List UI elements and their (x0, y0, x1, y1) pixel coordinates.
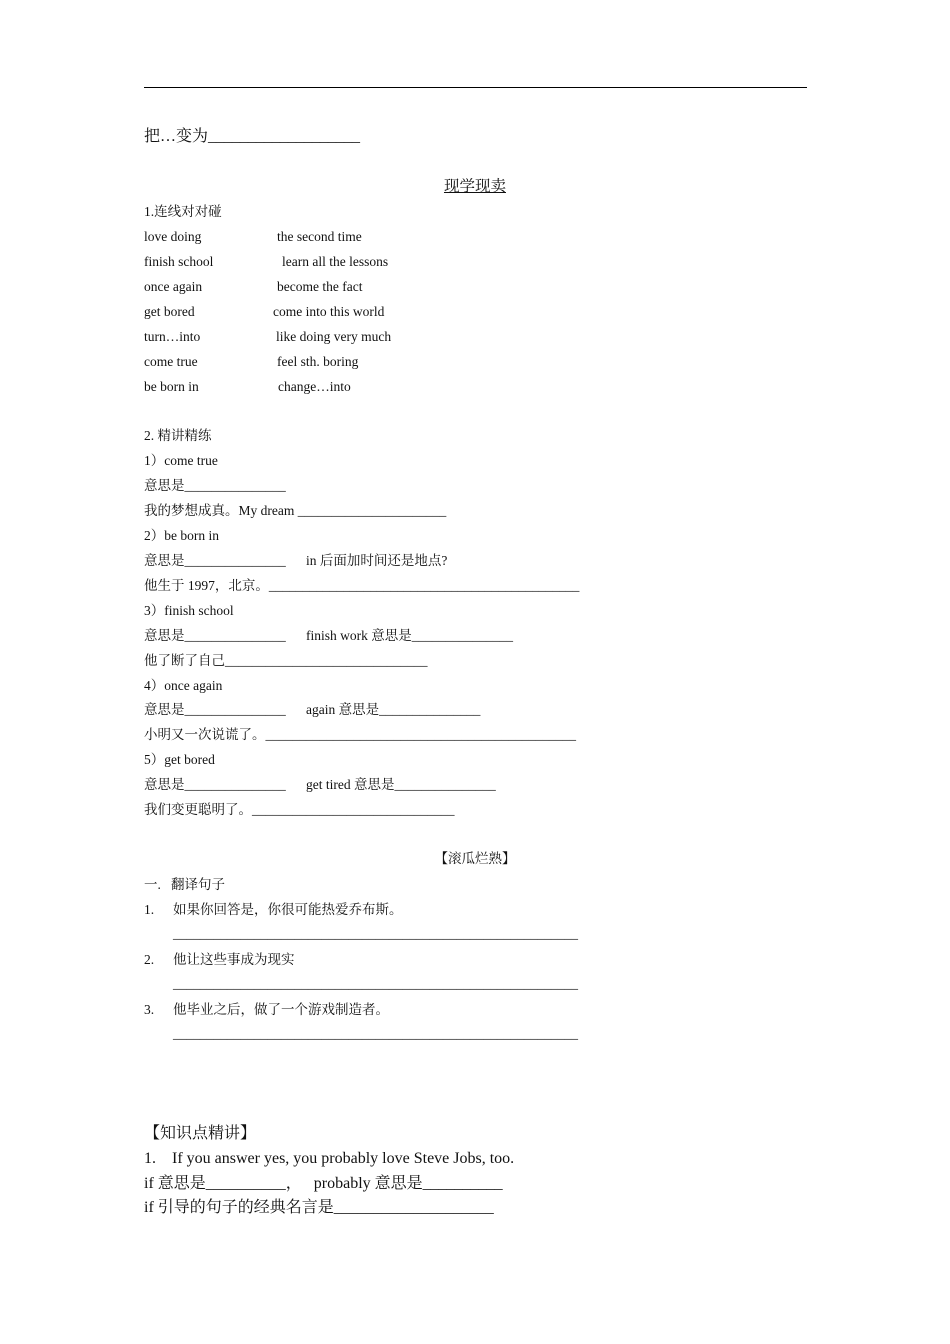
translate-heading: 一. 翻译句子 (144, 877, 225, 892)
match-left-item: get bored (144, 304, 195, 319)
practice-heading: 2. 精讲精练 (144, 428, 212, 443)
match-right-item: learn all the lessons (282, 254, 389, 269)
practice-line: 意思是_______________ again 意思是_______________ (144, 702, 481, 717)
translate-item-text: 如果你回答是，你很可能热爱乔布斯。 (173, 902, 403, 917)
match-right-item: come into this world (273, 304, 385, 319)
review-title: 【滚瓜烂熟】 (434, 851, 516, 866)
match-right-item: the second time (277, 229, 362, 244)
translate-item-text: 他毕业之后，做了一个游戏制造者。 (173, 1002, 389, 1017)
header-rule (144, 87, 807, 88)
practice-line: 意思是_______________ finish work 意思是_______________ (144, 628, 513, 643)
practice-line: 我们变更聪明了。______________________________ (144, 802, 455, 817)
match-left-item: finish school (144, 254, 214, 269)
match-right-item: feel sth. boring (277, 354, 359, 369)
practice-line: 4）once again (144, 678, 223, 693)
answer-blank: ____________________________________________________________ (173, 1026, 578, 1041)
match-left-item: turn…into (144, 329, 201, 344)
practice-line: 1）come true (144, 453, 218, 468)
knowledge-line: if 引导的句子的经典名言是____________________ (144, 1199, 494, 1216)
match-left-item: love doing (144, 229, 202, 244)
practice-line: 他生于 1997，北京。______________________________________________ (144, 578, 580, 593)
practice-line: 意思是_______________ get tired 意思是_______________ (144, 777, 496, 792)
answer-blank: ____________________________________________________________ (173, 976, 578, 991)
practice-line: 我的梦想成真。My dream ______________________ (144, 503, 447, 518)
translate-item-number: 3. (144, 1002, 155, 1017)
knowledge-heading: 【知识点精讲】 (144, 1125, 257, 1142)
practice-line: 2）be born in (144, 528, 219, 543)
top-line: 把…变为___________________ (144, 128, 361, 145)
translate-item-number: 2. (144, 952, 155, 967)
practice-line: 小明又一次说谎了。______________________________________________ (144, 727, 576, 742)
translate-item-text: 他让这些事成为现实 (173, 952, 295, 967)
match-right-item: become the fact (277, 279, 363, 294)
practice-line: 5）get bored (144, 752, 215, 767)
knowledge-line: if 意思是__________， probably 意思是__________ (144, 1175, 503, 1192)
practice-line: 意思是_______________ (144, 478, 286, 493)
translate-item-number: 1. (144, 902, 155, 917)
match-right-item: change…into (278, 379, 351, 394)
section-title: 现学现卖 (443, 178, 506, 195)
match-heading: 1.连线对对碰 (144, 204, 222, 219)
match-left-item: be born in (144, 379, 199, 394)
practice-line: 3）finish school (144, 603, 234, 618)
match-left-item: come true (144, 354, 198, 369)
knowledge-line: 1. If you answer yes, you probably love Steve Jobs, too. (144, 1150, 515, 1167)
match-right-item: like doing very much (276, 329, 392, 344)
practice-line: 意思是_______________ in 后面加时间还是地点? (144, 553, 448, 568)
answer-blank: ____________________________________________________________ (173, 926, 578, 941)
practice-line: 他了断了自己______________________________ (144, 653, 428, 668)
match-left-item: once again (144, 279, 203, 294)
